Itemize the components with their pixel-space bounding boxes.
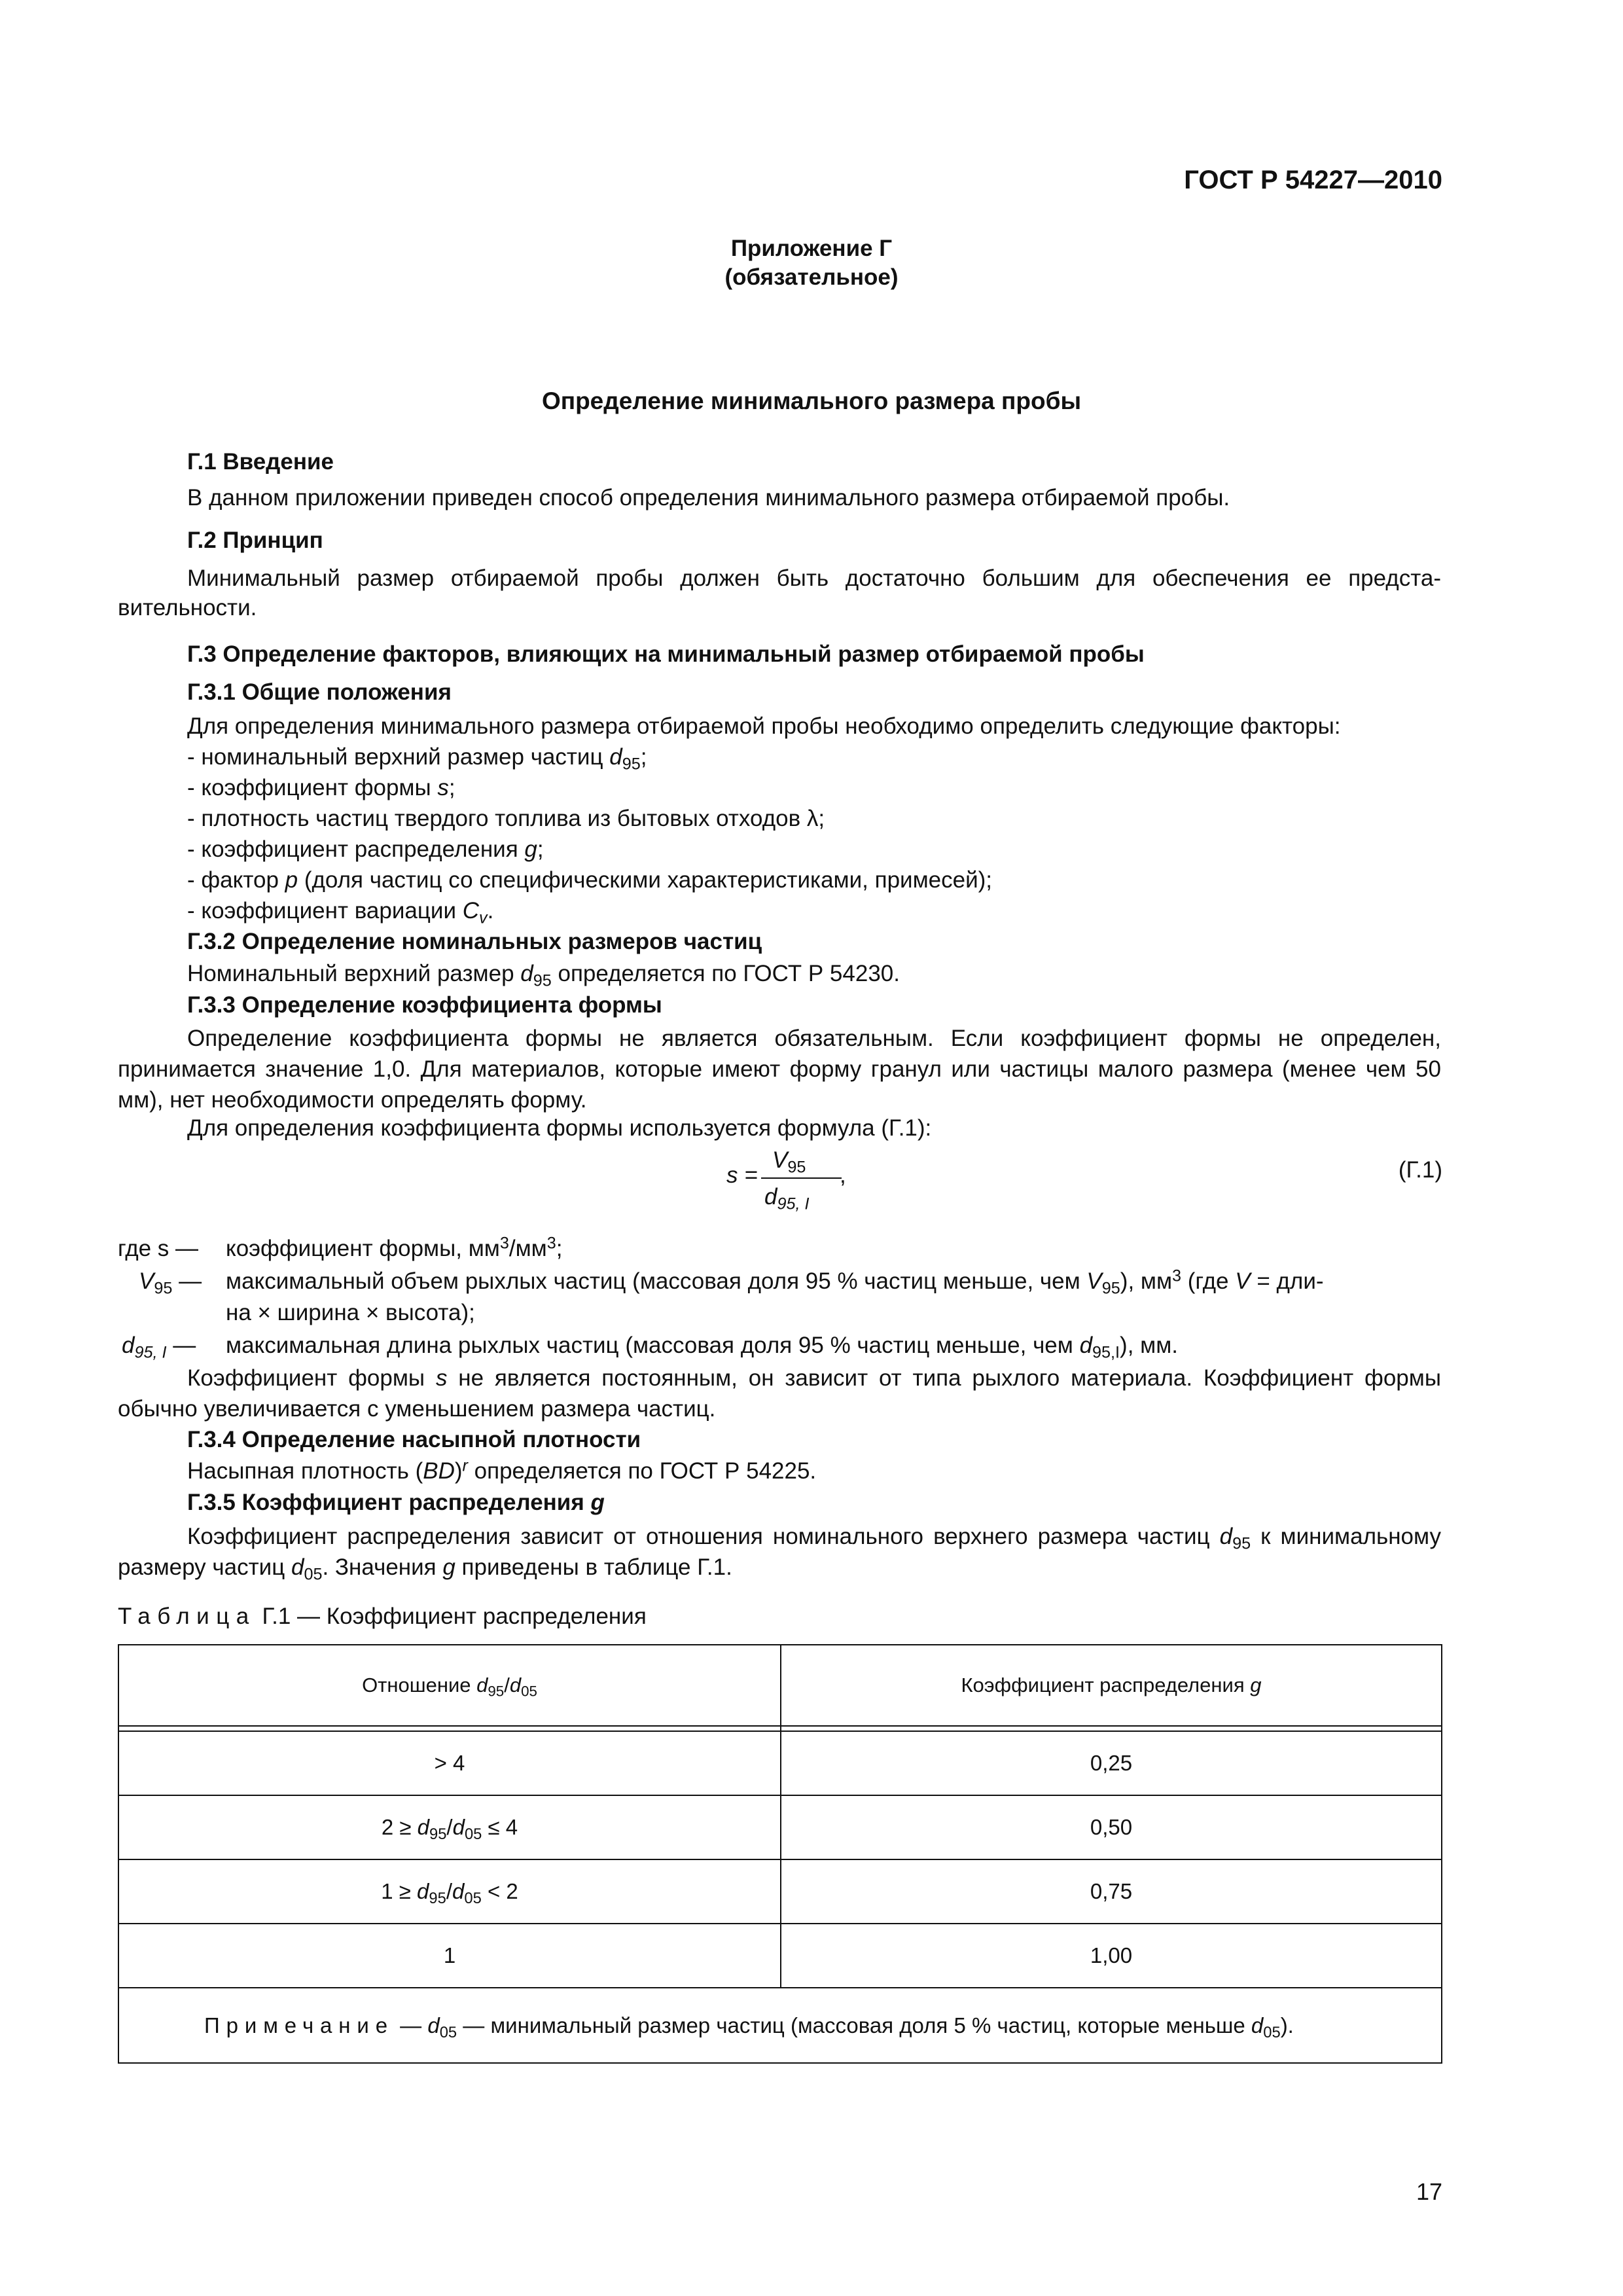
section-g33-para2: Коэффициент формы s не является постоянным, он зависит от типа рыхлого материала. Коэффициент формы обычно увеличивается с уменьшением размера частиц. bbox=[118, 1365, 1441, 1422]
ratio-cell: $2 \ge d_{95}/d_{05} \le 4$ bbox=[118, 1795, 781, 1859]
table-note: Примечание — $d_{05}$ — минимальный размер частиц (массовая доля 5 % частиц, которые меньше $d_{05}$). bbox=[118, 1988, 1442, 2063]
section-g3-heading: Г.3 Определение факторов, влияющих на минимальный размер отбираемой пробы bbox=[187, 641, 1145, 667]
section-g33-heading: Г.3.3 Определение коэффициента формы bbox=[187, 992, 662, 1018]
formula-number: (Г.1) bbox=[1398, 1157, 1442, 1183]
value-cell: 0,50 bbox=[781, 1795, 1442, 1859]
factor-item-cv: - коэффициент вариации $C_v$. bbox=[187, 898, 494, 927]
section-g34-heading: Г.3.4 Определение насыпной плотности bbox=[187, 1427, 641, 1452]
appendix-title: Приложение Г bbox=[730, 236, 893, 261]
factor-item-g: - коэффициент распределения g; bbox=[187, 836, 544, 862]
value-cell: 1,00 bbox=[781, 1924, 1442, 1988]
header-separator bbox=[118, 1726, 1442, 1731]
table-caption: Таблица Г.1 — Коэффициент распределения bbox=[118, 1604, 647, 1629]
page-number: 17 bbox=[1416, 2178, 1442, 2205]
formula-comma: , bbox=[840, 1162, 846, 1188]
section-g2-text: Минимальный размер отбираемой пробы должен быть достаточно большим для обеспечения ее предста-вительности. bbox=[118, 565, 1441, 620]
ratio-cell: $1 \ge d_{95}/d_{05} < 2$ bbox=[118, 1859, 781, 1924]
table-row bbox=[118, 1859, 1442, 1924]
section-g35-heading: Г.3.5 Коэффициент распределения g bbox=[187, 1490, 605, 1515]
section-g1-text: В данном приложении приведен способ определения минимального размера отбираемой пробы. bbox=[187, 485, 1230, 511]
where-s-label: где s — bbox=[118, 1236, 199, 1261]
section-g31-heading: Г.3.1 Общие положения bbox=[187, 679, 452, 705]
table-row bbox=[118, 1731, 1442, 1795]
factor-item-d95: - номинальный верхний размер частиц $d_{95}$; bbox=[187, 744, 647, 774]
formula-lhs: s = bbox=[726, 1162, 758, 1188]
header-coefficient: Коэффициент распределения g bbox=[781, 1645, 1442, 1726]
where-v95-text: максимальный объем рыхлых частиц (массовая доля 95 % частиц меньше, чем $V_{95}$), $мм^3$ (где V = дли- bbox=[226, 1266, 1324, 1298]
where-v95-label: $V_{95}$ — bbox=[139, 1268, 202, 1298]
section-g35-text: Коэффициент распределения зависит от отношения номинального верхнего размера частиц $d_{95}$ к минимальному размеру частиц $d_{05}$. Значения g приведены в таблице Г.1. bbox=[118, 1524, 1441, 1584]
ratio-cell: > 4 bbox=[118, 1731, 781, 1795]
formula-denominator: $d_{95, I}$ bbox=[764, 1184, 810, 1213]
value-cell: 0,25 bbox=[781, 1731, 1442, 1795]
where-v95-text-cont: на × ширина × высота); bbox=[226, 1300, 475, 1325]
value-cell: 0,75 bbox=[781, 1859, 1442, 1924]
table-row bbox=[118, 1924, 1442, 1988]
distribution-table bbox=[118, 1644, 1442, 2064]
table-note-row bbox=[118, 1988, 1442, 2063]
section-g32-text: Номинальный верхний размер $d_{95}$ определяется по ГОСТ Р 54230. bbox=[187, 961, 900, 990]
section-g32-heading: Г.3.2 Определение номинальных размеров частиц bbox=[187, 929, 762, 954]
where-d95-text: максимальная длина рыхлых частиц (массовая доля 95 % частиц меньше, чем $d_{95,I}$), мм. bbox=[226, 1333, 1178, 1362]
formula-intro: Для определения коэффициента формы используется формула (Г.1): bbox=[187, 1115, 932, 1141]
factor-item-p: - фактор p (доля частиц со специфическими характеристиками, примесей); bbox=[187, 867, 993, 893]
factor-item-s: - коэффициент формы s; bbox=[187, 775, 455, 800]
section-g31-intro: Для определения минимального размера отбираемой пробы необходимо определить следующие факторы: bbox=[187, 713, 1341, 739]
table-row bbox=[118, 1795, 1442, 1859]
factor-item-lambda: - плотность частиц твердого топлива из бытовых отходов λ; bbox=[187, 806, 825, 831]
ratio-cell: 1 bbox=[118, 1924, 781, 1988]
table-header-row bbox=[118, 1645, 1442, 1726]
section-g1-heading: Г.1 Введение bbox=[187, 449, 334, 475]
fraction-bar bbox=[761, 1177, 842, 1179]
where-s-text: коэффициент формы, $мм^3/мм^3$; bbox=[226, 1234, 563, 1261]
standard-number: ГОСТ Р 54227—2010 bbox=[1184, 166, 1442, 194]
section-g33-para1: Определение коэффициента формы не является обязательным. Если коэффициент формы не определен, принимается значение 1,0. Для материалов, которые имеют форму гранул или частицы малого размера (менее чем 50 мм), нет необходимости определять форму. bbox=[118, 1026, 1441, 1113]
section-g2-heading: Г.2 Принцип bbox=[187, 528, 323, 553]
formula-numerator: $V_{95}$ bbox=[772, 1147, 806, 1177]
section-g34-text: Насыпная плотность (BD)$^r$ определяется по ГОСТ Р 54225. bbox=[187, 1456, 817, 1484]
appendix-status: (обязательное) bbox=[724, 264, 899, 290]
where-d95-label: $d_{95, I}$ — bbox=[122, 1333, 196, 1362]
header-ratio: Отношение $d_{95}/d_{05}$ bbox=[118, 1645, 781, 1726]
document-title: Определение минимального размера пробы bbox=[541, 387, 1082, 414]
